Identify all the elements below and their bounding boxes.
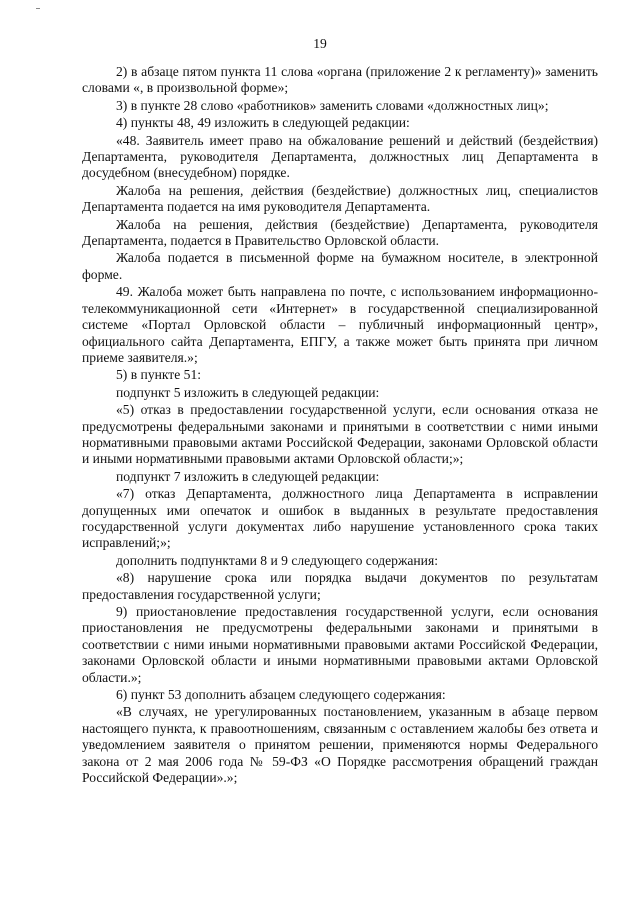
paragraph: 6) пункт 53 дополнить абзацем следующего содержания: bbox=[116, 687, 446, 703]
page-number: 19 bbox=[313, 36, 327, 51]
paragraph: Жалоба подается в письменной форме на бумажном носителе, в электронной форме. bbox=[82, 250, 598, 282]
paragraph: «5) отказ в предоставлении государственной услуги, если основания отказа не предусмотрены федеральными законами и принятыми в соответствии с ними иными нормативными правовыми актами Российской Федерации, законами Орловской области и иными нормативными правовыми актами Орловской области;»; bbox=[82, 402, 598, 467]
paragraph: 2) в абзаце пятом пункта 11 слова «органа (приложение 2 к регламенту)» заменить словами «, в произвольной форме»; bbox=[82, 64, 598, 96]
paragraph: «8) нарушение срока или порядка выдачи документов по результатам предоставления государственной услуги; bbox=[82, 570, 598, 602]
paragraph: Жалоба на решения, действия (бездействие) должностных лиц, специалистов Департамента подается на имя руководителя Департамента. bbox=[82, 182, 598, 215]
paragraph: 49. Жалоба может быть направлена по почте, с использованием информационно-телекоммуникационной сети «Интернет» в государственной специализированной системе «Портал Орловской области – публичный информационный центр», официального сайта Департамента, ЕПГУ, а также может быть принята при личном приеме заявителя.»; bbox=[82, 284, 598, 365]
paragraph: 5) в пункте 51: bbox=[116, 367, 202, 383]
paragraph: «48. Заявитель имеет право на обжалование решений и действий (бездействия) Департамента, руководителя Департамента, должностных лиц Департамента в досудебном (внесудебном) порядке. bbox=[82, 132, 598, 181]
scan-mark bbox=[36, 8, 40, 9]
paragraph: «В случаях, не урегулированных постановлением, указанным в абзаце первом настоящего пункта, к правоотношениям, связанным с оставлением жалобы без ответа и уведомлением заявителя о принятом решении, применяются нормы Федерального закона от 2 мая 2006 года № 59-ФЗ «О Порядке рассмотрения обращений граждан Российской Федерации».»; bbox=[82, 704, 598, 786]
paragraph: подпункт 7 изложить в следующей редакции: bbox=[116, 468, 380, 484]
paragraph: «7) отказ Департамента, должностного лица Департамента в исправлении допущенных ими опечаток и ошибок в выданных в результате предоставления государственной услуги документах либо нарушение установленного срока таких исправлений;»; bbox=[82, 486, 598, 551]
paragraph: 3) в пункте 28 слово «работников» заменить словами «должностных лиц»; bbox=[116, 97, 549, 113]
document-body bbox=[82, 64, 598, 787]
paragraph: подпункт 5 изложить в следующей редакции: bbox=[116, 384, 380, 400]
paragraph: 4) пункты 48, 49 изложить в следующей редакции: bbox=[116, 115, 410, 131]
paragraph: Жалоба на решения, действия (бездействие) Департамента, руководителя Департамента, подается в Правительство Орловской области. bbox=[82, 216, 598, 249]
paragraph: 9) приостановление предоставления государственной услуги, если основания приостановления не предусмотрены федеральными законами и принятыми в соответствии с ними иными нормативными правовыми актами Российской Федерации, законами Орловской области и иными нормативными правовыми актами Орловской области.»; bbox=[82, 604, 598, 685]
paragraph: дополнить подпунктами 8 и 9 следующего содержания: bbox=[116, 552, 438, 568]
